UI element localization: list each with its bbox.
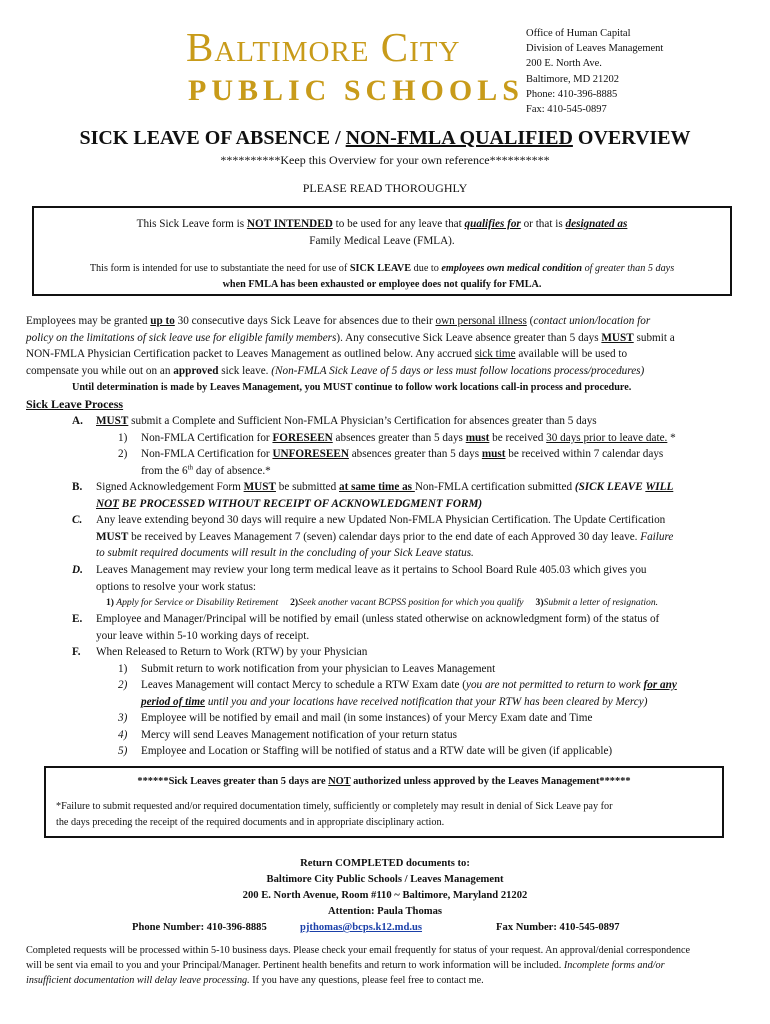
return-phone: Phone Number: 410-396-8885	[132, 922, 267, 933]
return-line-3: 200 E. North Avenue, Room #110 ~ Baltimore, Maryland 21202	[242, 890, 528, 901]
item-d-label: D.	[72, 564, 83, 576]
item-a-sub-1-num: 1)	[118, 432, 128, 444]
item-d-line-1: Leaves Management may review your long term medical leave as it pertains to School Board Rule 405.03 which gives you	[96, 564, 647, 576]
item-f-label: F.	[72, 646, 81, 658]
item-f-sub-1: Submit return to work notification from your physician to Leaves Management	[141, 663, 496, 675]
warning-line-1: ******Sick Leaves greater than 5 days are NOT authorized unless approved by the Leaves Management******	[137, 776, 631, 787]
read-thoroughly-line: PLEASE READ THOROUGHLY	[302, 181, 468, 195]
item-e-line-1: Employee and Manager/Principal will be notified by email (unless stated otherwise on acknowledgment form) of the status of	[96, 613, 660, 625]
office-line: Office of Human Capital	[526, 28, 631, 39]
office-line: 200 E. North Ave.	[526, 58, 602, 70]
footer-line-1: Completed requests will be processed within 5-10 business days. Please check your email frequently for status of your request. An approval/denial correspondence	[26, 945, 690, 956]
office-line: Fax: 410-545-0897	[526, 104, 607, 116]
item-f-sub-2: Leaves Management will contact Mercy to schedule a RTW Exam date (you are not permitted to return to work for any	[141, 679, 677, 691]
return-line-2: Baltimore City Public Schools / Leaves Management	[266, 874, 504, 885]
intro-line-4: compensate you while out on an approved sick leave. (Non-FMLA Sick Leave of 5 days or less must follow locations process/procedures)	[26, 365, 645, 377]
return-line-4: Attention: Paula Thomas	[328, 906, 442, 917]
intro-line-3: NON-FMLA Physician Certification packet to Leaves Management as outlined below. Any accrued sick time available will be used to	[26, 348, 628, 360]
notice-line-3: This form is intended for use to substantiate the need for use of SICK LEAVE due to employees own medical condition of greater than 5 days	[89, 263, 675, 274]
page-title: SICK LEAVE OF ABSENCE / NON-FMLA QUALIFIED OVERVIEW	[79, 127, 691, 149]
item-f-sub-1-num: 1)	[118, 663, 128, 675]
item-c-line-1: Any leave extending beyond 30 days will require a new Updated Non-FMLA Physician Certification. The Update Certification	[96, 514, 666, 526]
item-e-label: E.	[72, 613, 83, 625]
item-f-sub-5-num: 5)	[118, 745, 128, 757]
item-a-sub-2-cont: from the 6th day of absence.*	[141, 463, 271, 477]
item-b-label: B.	[72, 481, 83, 493]
item-d-line-2: options to resolve your work status:	[96, 581, 257, 593]
item-a-label: A.	[72, 415, 83, 427]
logo-line-2: PUBLIC SCHOOLS	[188, 74, 524, 107]
office-line: Phone: 410-396-8885	[526, 88, 618, 100]
item-e-line-2: your leave within 5-10 working days of receipt.	[96, 630, 310, 642]
return-line-1: Return COMPLETED documents to:	[300, 858, 470, 869]
item-b-line-1: Signed Acknowledgement Form MUST be submitted at same time as Non-FMLA certification submitted (SICK LEAVE WILL	[96, 481, 674, 493]
item-d-options: 1) Apply for Service or Disability Retirement 2)Seek another vacant BCPSS position for which you qualify 3)Submit a letter of resignation.	[106, 597, 659, 608]
item-f-line-1: When Released to Return to Work (RTW) by your Physician	[96, 646, 368, 658]
office-address	[526, 26, 766, 117]
item-f-sub-4-num: 4)	[118, 729, 128, 741]
intro-line-1: Employees may be granted up to 30 consecutive days Sick Leave for absences due to their own personal illness (contact union/location for	[26, 315, 651, 327]
footer-line-3: insufficient documentation will delay leave processing. If you have any questions, please feel free to contact me.	[26, 975, 484, 986]
item-a-text: MUST submit a Complete and Sufficient Non-FMLA Physician’s Certification for absences greater than 5 days	[96, 415, 597, 427]
item-c-line-2: MUST be received by Leaves Management 7 (seven) calendar days prior to the end date of each Approved 30 day leave. Failure	[96, 531, 674, 543]
item-f-sub-3: Employee will be notified by email and mail (in some instances) of your Mercy Exam date and Time	[141, 712, 593, 724]
item-b-line-2: NOT BE PROCESSED WITHOUT RECEIPT OF ACKNOWLEDGMENT FORM)	[96, 498, 483, 510]
notice-line-2: Family Medical Leave (FMLA).	[309, 235, 455, 247]
return-email-link[interactable]: pjthomas@bcps.k12.md.us	[300, 922, 423, 933]
authorization-warning-box	[44, 766, 724, 838]
intro-line-5: Until determination is made by Leaves Management, you MUST continue to follow work locations call-in process and procedure.	[72, 382, 632, 393]
intro-line-2: policy on the limitations of sick leave use for eligible family members). Any consecutive Sick Leave absence greater than 5 days MUST submit a	[26, 332, 675, 344]
office-line: Baltimore, MD 21202	[526, 73, 620, 85]
notice-line-1: This Sick Leave form is NOT INTENDED to be used for any leave that qualifies for or that is designated as	[136, 218, 628, 230]
footer-line-2: will be sent via email to you and your Principal/Manager. Pertinent health benefits and return to work information will be included. Incomplete forms and/or	[26, 960, 665, 971]
logo-line-1: Baltimore City	[186, 24, 461, 70]
item-f-sub-2-num: 2)	[118, 679, 128, 691]
return-fax: Fax Number: 410-545-0897	[496, 922, 620, 933]
item-f-sub-2-cont: period of time until you and your locations have received notification that your RTW has been cleared by Mercy)	[141, 696, 648, 708]
warning-line-3: the days preceding the receipt of the required documents and in appropriate disciplinary action.	[56, 817, 445, 828]
notice-line-4: when FMLA has been exhausted or employee does not qualify for FMLA.	[222, 279, 542, 290]
keep-reference-line: **********Keep this Overview for your own reference**********	[220, 153, 550, 167]
item-a-sub-2: Non-FMLA Certification for UNFORESEEN absences greater than 5 days must be received within 7 calendar days	[141, 448, 664, 460]
item-a-sub-2-num: 2)	[118, 448, 128, 460]
warning-line-2: *Failure to submit requested and/or required documentation timely, sufficiently or completely may result in denial of Sick Leave pay for	[56, 801, 613, 812]
item-f-sub-5: Employee and Location or Staffing will be notified of status and a RTW date will be given (if applicable)	[141, 745, 613, 757]
item-f-sub-3-num: 3)	[118, 712, 128, 724]
fmla-notice-box	[32, 206, 732, 296]
office-line: Division of Leaves Management	[526, 43, 664, 55]
item-c-line-3: to submit required documents will result in the concluding of your Sick Leave status.	[96, 547, 474, 559]
item-f-sub-4: Mercy will send Leaves Management notification of your return status	[141, 729, 457, 741]
bcps-logo	[186, 24, 526, 112]
process-heading: Sick Leave Process	[26, 397, 124, 411]
item-c-label: C.	[72, 514, 83, 526]
item-a-sub-1: Non-FMLA Certification for FORESEEN absences greater than 5 days must be received 30 days prior to leave date. *	[141, 432, 676, 444]
